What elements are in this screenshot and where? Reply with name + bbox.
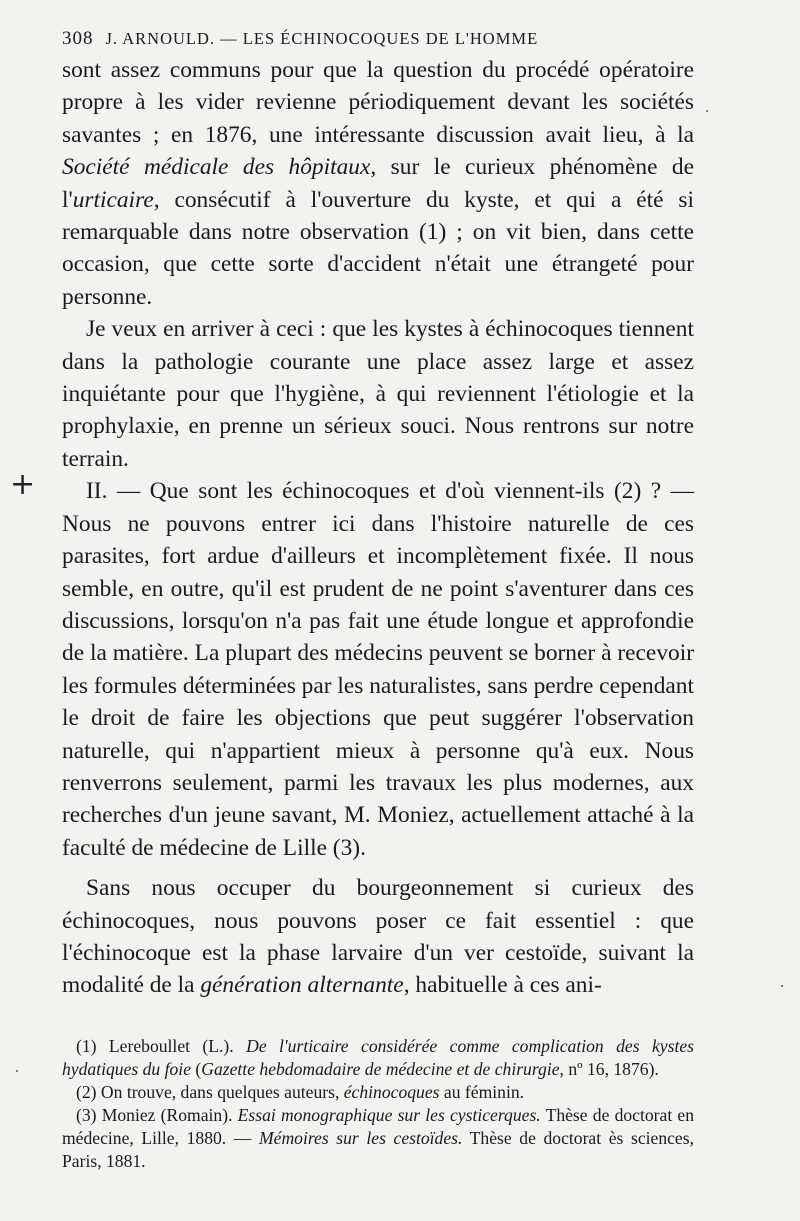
italic-run: urticaire xyxy=(72,186,154,213)
running-title: J. ARNOULD. — LES ÉCHINOCOQUES DE L'HOMME xyxy=(105,29,539,48)
body-text xyxy=(62,54,694,1002)
italic-run: Essai monographique sur les cysticerques. xyxy=(237,1105,541,1125)
text-run: ( xyxy=(191,1059,202,1079)
italic-run: génération alternante xyxy=(200,972,404,999)
footnote-3 xyxy=(62,1104,694,1173)
paper-speck xyxy=(781,985,783,987)
italic-run: échinocoques xyxy=(343,1082,440,1102)
text-run: , nº 16, 1876). xyxy=(559,1059,659,1079)
paper-speck xyxy=(16,1070,18,1072)
text-run: (3) Moniez (Romain). xyxy=(76,1105,238,1125)
page-number: 308 xyxy=(62,28,94,49)
footnote-1 xyxy=(62,1035,694,1081)
italic-run: Mémoires sur les cestoïdes. xyxy=(258,1128,463,1148)
italic-run: Gazette hebdomadaire de médecine et de chirurgie xyxy=(201,1059,560,1079)
text-run: (1) Lereboullet (L.). xyxy=(76,1036,247,1056)
text-run: Sans nous occuper du bourgeonnement si curieux des échinocoques, nous pouvons poser ce fait essentiel : que l'échinocoque est la phase larvaire d'un ver cestoïde, suivant la modalité de la xyxy=(62,875,694,999)
running-header xyxy=(62,28,694,50)
paragraph-2: Je veux en arriver à ceci : que les kystes à échinocoques tiennent dans la pathologie courante une place assez large et assez inquiétante pour que l'hygiène, à qui reviennent l'étiologie et la prophylaxie, en prenne un sérieux souci. Nous rentrons sur notre terrain. xyxy=(62,316,694,472)
text-run: , sur le curieux phénomène de l' xyxy=(62,154,694,213)
text-run: , habituelle à ces ani- xyxy=(403,972,602,999)
text-run: (2) On trouve, dans quelques auteurs, xyxy=(76,1082,344,1102)
paper-speck xyxy=(706,110,708,112)
text-run: , consécutif à l'ouverture du kyste, et qui a été si remarquable dans notre observation (1) ; on vit bien, dans cette occasion, que cette sorte d'accident n'était une étrangeté pour personne. xyxy=(62,186,694,310)
text-run: Thèse de doctorat ès sciences, Paris, 1881. xyxy=(62,1128,694,1171)
paragraph-3-section-ii: II. — Que sont les échinocoques et d'où viennent-ils (2) ? — Nous ne pouvons entrer ici dans l'histoire naturelle de ces parasites, fort ardue d'ailleurs et incomplètement fixée. Il nous semble, en outre, qu'il est prudent de ne point s'aventurer dans ces discussions, lorsqu'on n'a pas fait une étude longue et approfondie de la matière. La plupart des médecins peuvent se borner à recevoir les formules déterminées par les naturalistes, sans perdre cependant le droit de faire les objections que peut suggérer l'observation naturelle, qui n'appartient mieux à personne qu'à eux. Nous renverrons seulement, parmi les travaux les plus modernes, aux recherches d'un jeune savant, M. Moniez, actuellement attaché à la faculté de médecine de Lille (3). xyxy=(62,478,694,861)
italic-run: Société médicale des hôpitaux xyxy=(62,154,371,181)
text-run: Thèse de doctorat en médecine, Lille, 1880. — xyxy=(62,1105,695,1148)
handwritten-margin-mark: + xyxy=(10,467,36,502)
text-run: sont assez communs pour que la question du procédé opératoire propre à les vider revienne périodiquement devant les sociétés savantes ; en 1876, une intéressante discussion avait lieu, à la xyxy=(62,57,694,148)
paragraph-1 xyxy=(62,54,694,313)
italic-run: De l'urticaire considérée comme complication des kystes hydatiques du foie xyxy=(62,1036,695,1079)
page-content xyxy=(62,28,694,1002)
footnote-2 xyxy=(62,1081,694,1104)
paragraph-4 xyxy=(62,872,694,1002)
text-run: au féminin. xyxy=(439,1082,525,1102)
footnotes xyxy=(62,1035,694,1173)
